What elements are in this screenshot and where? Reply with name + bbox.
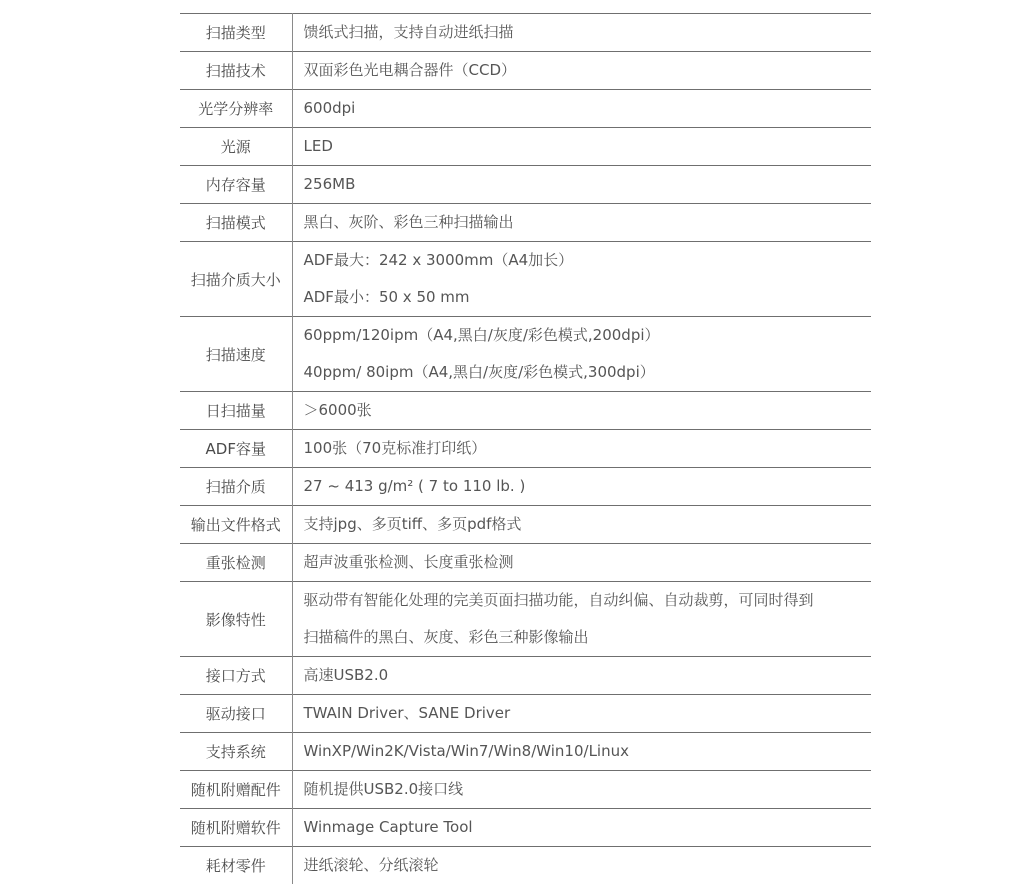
spec-value-line: TWAIN Driver、SANE Driver [303,704,511,722]
spec-label: 扫描技术 [180,52,292,90]
spec-value-line: 馈纸式扫描，支持自动进纸扫描 [303,23,514,41]
spec-row [180,317,871,392]
spec-row [180,809,871,847]
spec-value-line: ＞6000张 [303,401,372,419]
spec-row [180,657,871,695]
spec-value [292,771,871,809]
spec-row [180,582,871,657]
spec-value [292,128,871,166]
spec-value-line: 黑白、灰阶、彩色三种扫描输出 [303,213,514,231]
spec-label: ADF容量 [180,430,292,468]
spec-row [180,392,871,430]
spec-value [292,166,871,204]
spec-value-line: 高速USB2.0 [303,666,389,684]
spec-value-line: 支持jpg、多页tiff、多页pdf格式 [303,515,522,533]
spec-label: 影像特性 [180,582,292,657]
spec-value-line: ADF最大：242 x 3000mm（A4加长） [303,251,574,269]
spec-label: 日扫描量 [180,392,292,430]
spec-value [292,544,871,582]
spec-label: 驱动接口 [180,695,292,733]
spec-row [180,166,871,204]
spec-value-line: ADF最小：50 x 50 mm [303,288,470,306]
spec-value-line: 40ppm/ 80ipm（A4,黑白/灰度/彩色模式,300dpi） [303,363,655,381]
spec-row [180,128,871,166]
spec-value [292,14,871,52]
spec-label: 光学分辨率 [180,90,292,128]
spec-value [292,392,871,430]
spec-row [180,695,871,733]
spec-value [292,317,871,392]
spec-row [180,242,871,317]
spec-value-line: Winmage Capture Tool [303,818,473,836]
spec-value-line: 60ppm/120ipm（A4,黑白/灰度/彩色模式,200dpi） [303,326,660,344]
spec-value-line: 进纸滚轮、分纸滚轮 [303,856,439,874]
spec-label: 输出文件格式 [180,506,292,544]
spec-value [292,809,871,847]
spec-row [180,847,871,885]
spec-value [292,733,871,771]
spec-label: 扫描介质大小 [180,242,292,317]
spec-value [292,204,871,242]
spec-value [292,52,871,90]
spec-row [180,468,871,506]
spec-label: 光源 [180,128,292,166]
spec-row [180,430,871,468]
spec-value-line: LED [303,137,333,155]
spec-row [180,544,871,582]
spec-label: 扫描模式 [180,204,292,242]
spec-value-line: 256MB [303,175,356,193]
spec-row [180,90,871,128]
spec-table-body [180,14,871,885]
spec-value-line: 双面彩色光电耦合器件（CCD） [303,61,516,79]
spec-value [292,468,871,506]
spec-label: 接口方式 [180,657,292,695]
spec-value-line: 随机提供USB2.0接口线 [303,780,464,798]
spec-label: 重张检测 [180,544,292,582]
spec-label: 随机附赠配件 [180,771,292,809]
spec-label: 随机附赠软件 [180,809,292,847]
spec-value-line: 驱动带有智能化处理的完美页面扫描功能，自动纠偏、自动裁剪，可同时得到 [303,591,814,609]
spec-value-line: WinXP/Win2K/Vista/Win7/Win8/Win10/Linux [303,742,629,760]
spec-value-line: 27 ~ 413 g/m² ( 7 to 110 lb. ) [303,477,526,495]
spec-label: 扫描速度 [180,317,292,392]
spec-label: 扫描介质 [180,468,292,506]
spec-label: 扫描类型 [180,14,292,52]
spec-value-line: 100张（70克标准打印纸） [303,439,487,457]
spec-row [180,52,871,90]
spec-value [292,582,871,657]
spec-row [180,771,871,809]
spec-value [292,90,871,128]
spec-table [180,13,871,884]
spec-value-line: 超声波重张检测、长度重张检测 [303,553,514,571]
spec-label: 内存容量 [180,166,292,204]
spec-value [292,242,871,317]
spec-value [292,506,871,544]
spec-value-line: 600dpi [303,99,356,117]
spec-row [180,733,871,771]
spec-value [292,847,871,885]
spec-row [180,14,871,52]
spec-label: 支持系统 [180,733,292,771]
spec-value-line: 扫描稿件的黑白、灰度、彩色三种影像输出 [303,628,589,646]
spec-value [292,430,871,468]
spec-value [292,695,871,733]
spec-row [180,506,871,544]
spec-row [180,204,871,242]
spec-value [292,657,871,695]
spec-label: 耗材零件 [180,847,292,885]
